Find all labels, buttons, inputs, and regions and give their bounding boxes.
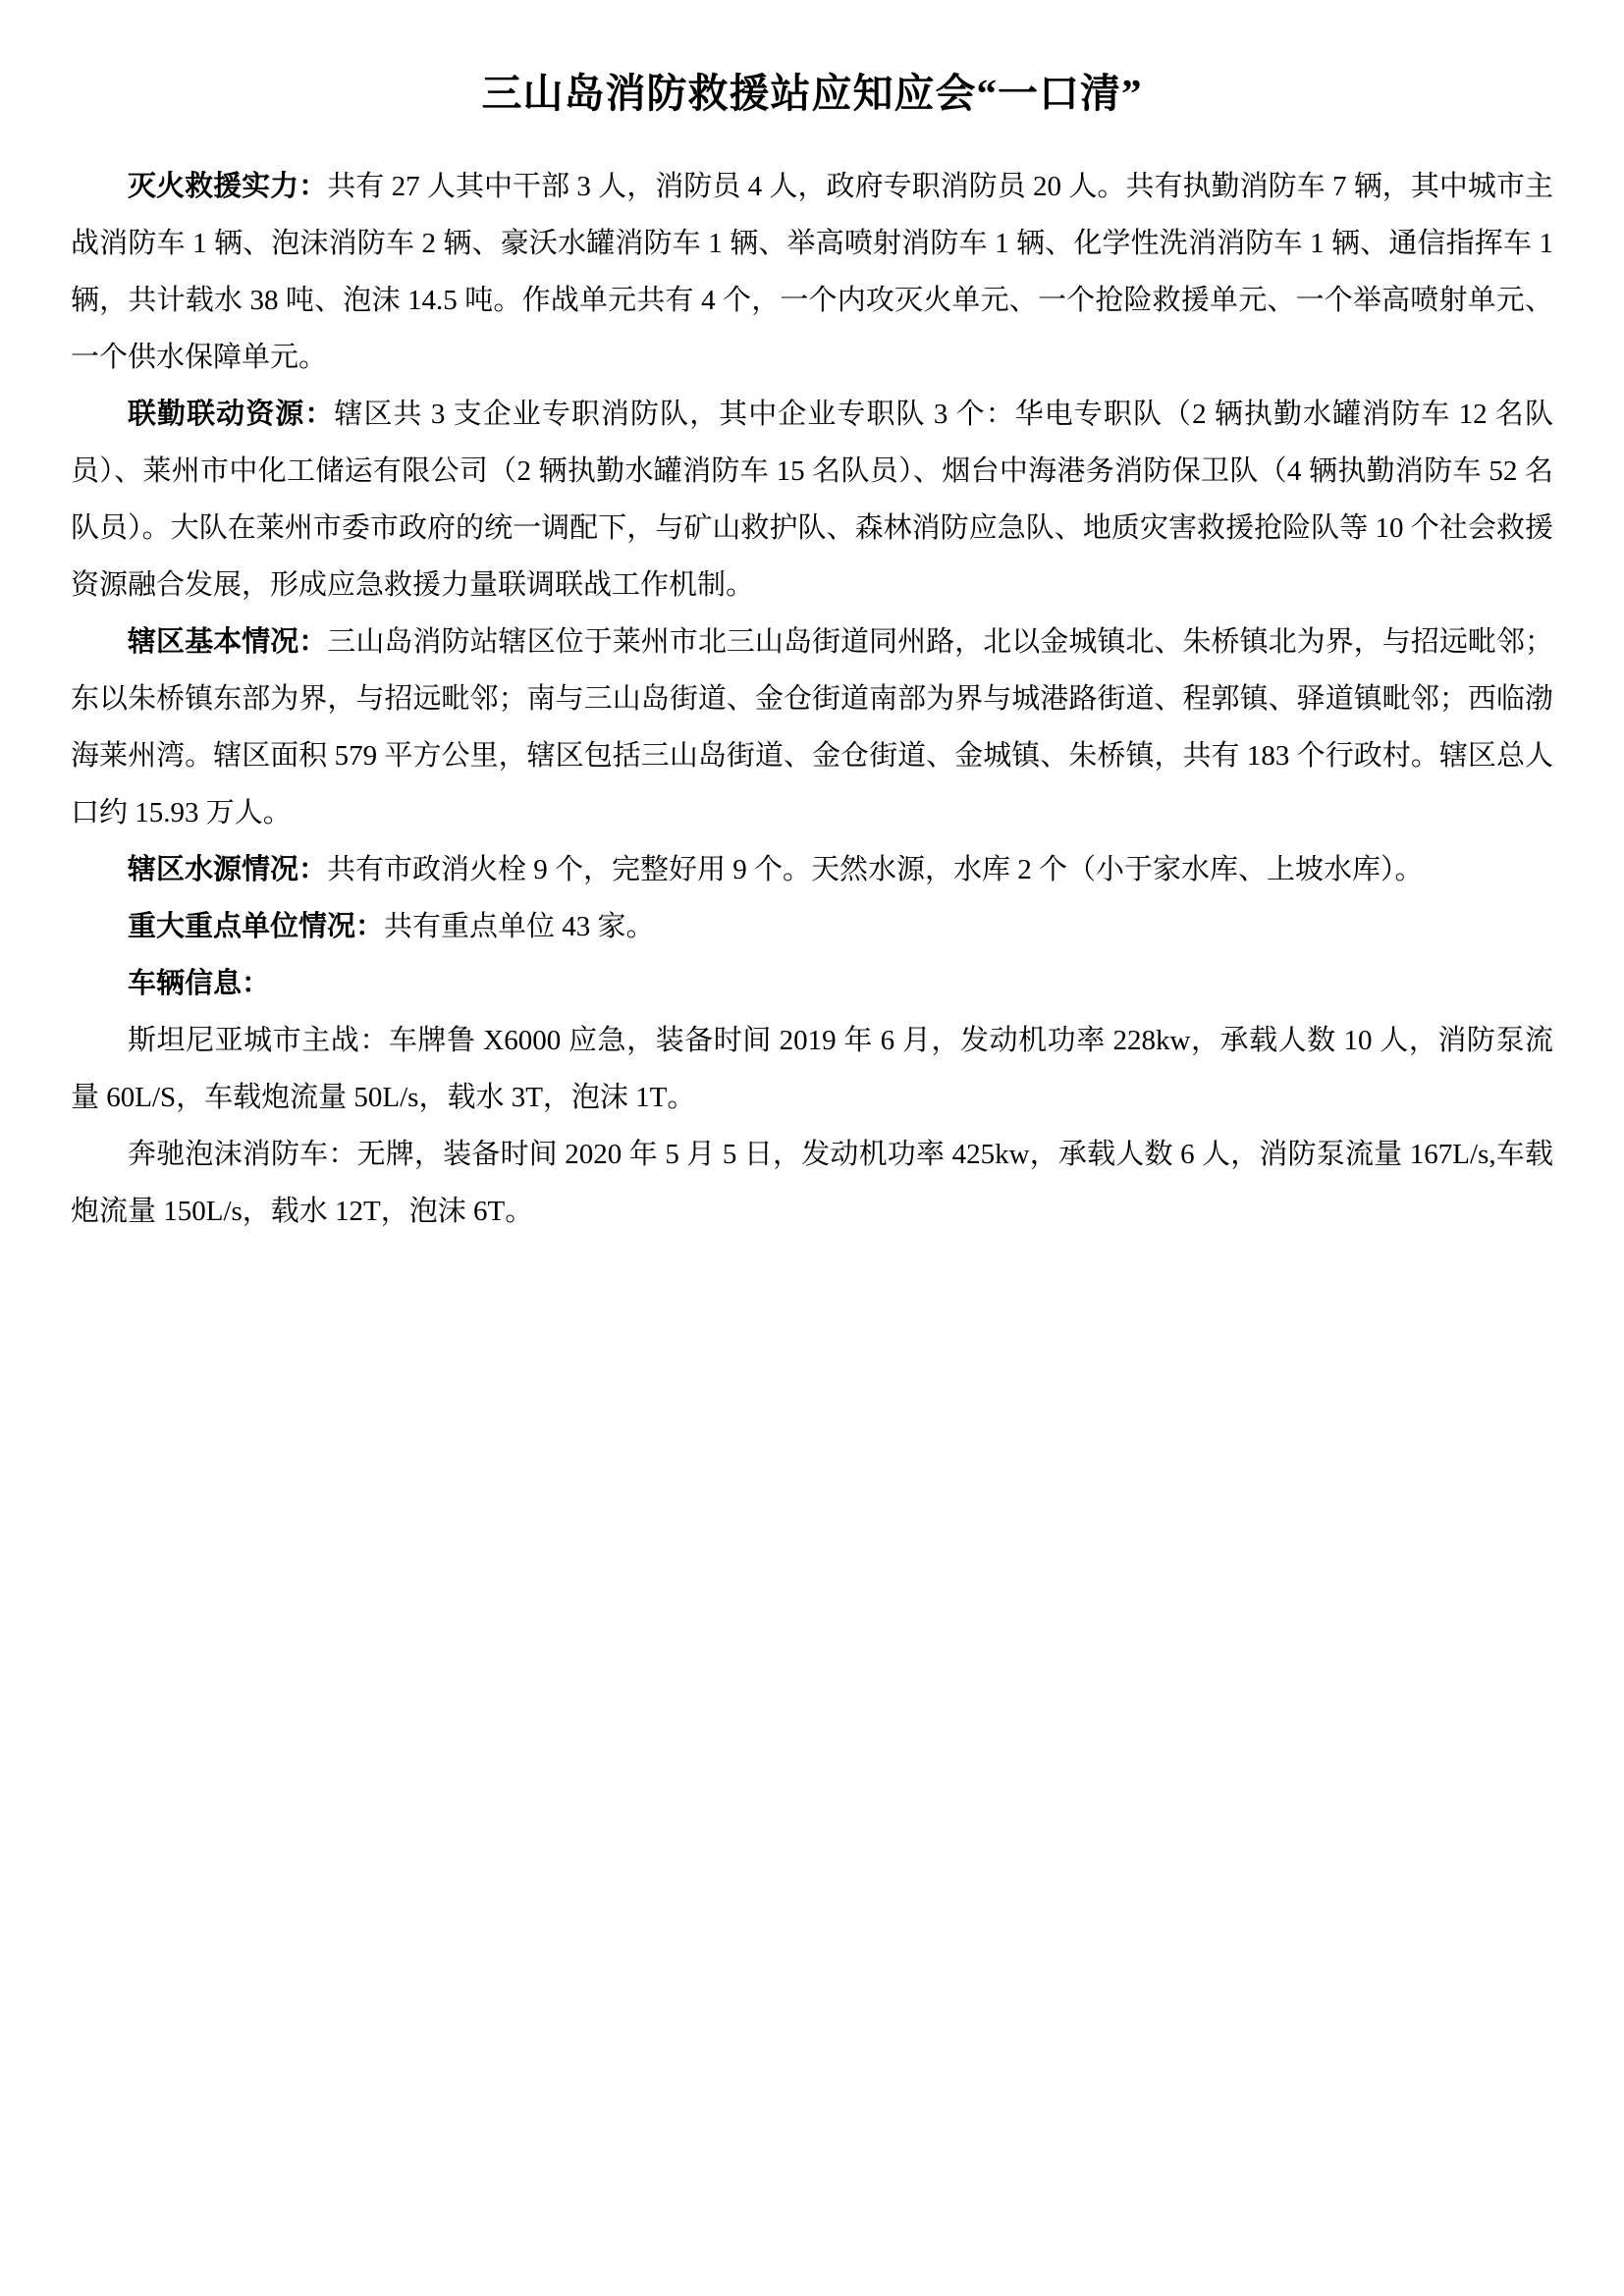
paragraph-vehicle-info-heading	[71, 955, 1553, 1012]
paragraph-joint-resources	[71, 386, 1553, 614]
paragraph-text: 共有 27 人其中干部 3 人，消防员 4 人，政府专职消防员 20 人。共有执勤消防车 7 辆，其中城市主战消防车 1 辆、泡沫消防车 2 辆、豪沃水罐消防车 1 辆、举高喷射消防车 1 辆、化学性洗消消防车 1 辆、通信指挥车 1 辆，共计载水 38 吨、泡沫 14.5 吨。作战单元共有 4 个，一个内攻灭火单元、一个抢险救援单元、一个举高喷射单元、一个供水保障单元。	[71, 171, 1553, 374]
paragraph-text: 奔驰泡沫消防车：无牌，装备时间 2020 年 5 月 5 日，发动机功率 425kw，承载人数 6 人，消防泵流量 167L/s,车载炮流量 150L/s，载水 12T，泡沫 6T。	[71, 1139, 1553, 1228]
paragraph-key-units	[71, 898, 1553, 955]
paragraph-text: 辖区共 3 支企业专职消防队，其中企业专职队 3 个：华电专职队（2 辆执勤水罐消防车 12 名队员）、莱州市中化工储运有限公司（2 辆执勤水罐消防车 15 名队员）、烟台中海港务消防保卫队（4 辆执勤消防车 52 名队员）。大队在莱州市委市政府的统一调配下，与矿山救护队、森林消防应急队、地质灾害救援抢险队等 10 个社会救援资源融合发展，形成应急救援力量联调联战工作机制。	[71, 399, 1553, 602]
document-title: 三山岛消防救援站应知应会“一口清”	[481, 71, 1143, 116]
paragraph-rescue-strength	[71, 158, 1553, 386]
paragraph-text: 三山岛消防站辖区位于莱州市北三山岛街道同州路，北以金城镇北、朱桥镇北为界，与招远毗邻；东以朱桥镇东部为界，与招远毗邻；南与三山岛街道、金仓街道南部为界与城港路街道、程郭镇、驿道镇毗邻；西临渤海莱州湾。辖区面积 579 平方公里，辖区包括三山岛街道、金仓街道、金城镇、朱桥镇，共有 183 个行政村。辖区总人口约 15.93 万人。	[71, 626, 1553, 829]
paragraph-label: 重大重点单位情况：	[128, 911, 385, 943]
paragraph-label: 辖区水源情况：	[128, 854, 328, 886]
paragraph-label: 灭火救援实力：	[128, 171, 328, 203]
paragraph-text: 斯坦尼亚城市主战：车牌鲁 X6000 应急，装备时间 2019 年 6 月，发动机功率 228kw，承载人数 10 人，消防泵流量 60L/S，车载炮流量 50L/s，载水 3T，泡沫 1T。	[71, 1025, 1553, 1114]
paragraph-district-overview	[71, 614, 1553, 841]
paragraph-label: 车辆信息：	[128, 968, 271, 1000]
paragraph-text: 共有市政消火栓 9 个，完整好用 9 个。天然水源，水库 2 个（小于家水库、上坡水库）。	[327, 854, 1424, 886]
paragraph-water-sources	[71, 841, 1553, 898]
paragraph-label: 辖区基本情况：	[128, 626, 328, 659]
paragraph-label: 联勤联动资源：	[128, 399, 335, 431]
paragraph-text: 共有重点单位 43 家。	[384, 911, 655, 943]
paragraph-vehicle-scania	[71, 1012, 1553, 1126]
paragraph-vehicle-benz	[71, 1126, 1553, 1240]
